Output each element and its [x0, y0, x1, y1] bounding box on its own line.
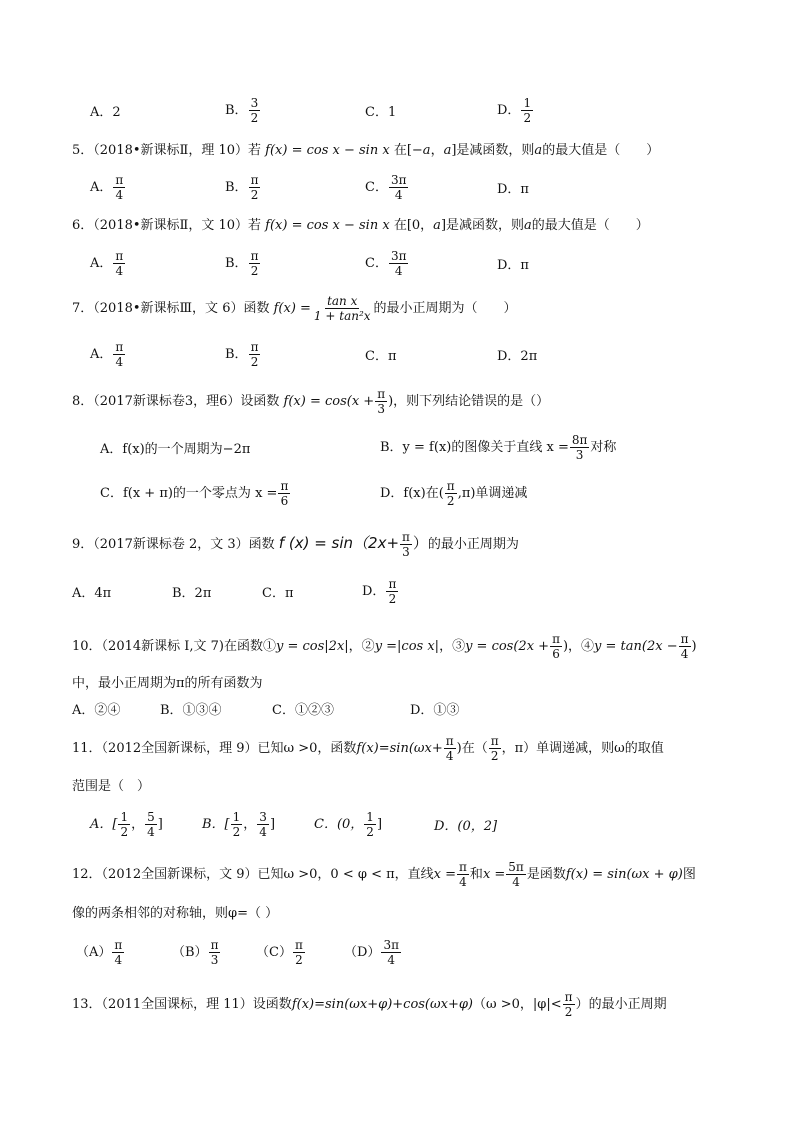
q4-option-b-label: B．: [225, 103, 248, 118]
numerator: 3π: [390, 173, 407, 187]
numerator: 5π: [508, 860, 524, 874]
q8-source: 8．（2017新课标卷3，理6）设函数: [72, 394, 284, 409]
q8-option-d: [380, 479, 527, 508]
q11-option-b: [202, 810, 275, 839]
numerator: 1: [232, 810, 241, 824]
q6-text: 的最大值是（ ）: [531, 218, 649, 233]
fraction: [249, 96, 261, 125]
q9-text: 的最小正周期为: [427, 537, 519, 552]
numerator: π: [445, 734, 454, 748]
q10-function-3: y = cos(2x +: [465, 639, 550, 654]
numerator: π: [115, 340, 124, 354]
q8-option-b: [380, 433, 616, 462]
option-label: （A）: [76, 945, 112, 960]
q7-stem: [72, 294, 517, 323]
q6-stem: [72, 217, 649, 235]
q6-text: ]是减函数，则: [440, 218, 525, 233]
q5-text: 的最大值是（ ）: [542, 143, 660, 158]
q11-option-a: [90, 810, 163, 839]
denominator: 4: [115, 188, 124, 202]
q10-source: 10．（2014新课标 I,文 7)在函数①: [72, 639, 277, 654]
option-label: A．[: [90, 817, 118, 832]
denominator: 2: [250, 355, 259, 369]
fraction: [112, 938, 124, 967]
numerator: 5: [147, 810, 155, 824]
numerator: π: [490, 734, 499, 748]
denominator: 4: [459, 875, 467, 889]
q9-option-c: C．π: [262, 586, 294, 601]
fraction: [278, 479, 290, 508]
q12-line-1: x =: [433, 867, 457, 882]
numerator: π: [115, 173, 124, 187]
fraction: [550, 632, 562, 661]
q5-stem: [72, 142, 659, 160]
denominator: 4: [259, 825, 267, 839]
q10-option-c: C．①②③: [272, 703, 334, 718]
fraction: [145, 810, 157, 839]
q4-option-d: [497, 96, 534, 125]
q5-function: f(x) = cos x − sin x: [265, 143, 390, 158]
q6-var: a: [433, 218, 441, 233]
numerator: π: [250, 340, 259, 354]
q11-stem: [72, 734, 664, 763]
denominator: 4: [394, 264, 403, 278]
numerator: π: [250, 173, 259, 187]
q10-option-b: B．①③④: [160, 703, 222, 718]
denominator: 4: [512, 875, 520, 889]
q5-option-c: [365, 173, 409, 202]
q7-function: f(x) =: [273, 301, 311, 316]
q12-text: 是函数: [526, 867, 566, 882]
denominator: 3: [210, 953, 219, 967]
q5-var: a: [422, 143, 431, 158]
numerator: 3: [250, 96, 259, 110]
q11-text: ，π）单调递减，则ω的取值: [501, 741, 664, 756]
numerator: π: [388, 577, 397, 591]
numerator: π: [446, 479, 455, 493]
option-label: C．: [365, 180, 388, 195]
q13-source: 13．（2011全国课标，理 11）设函数: [72, 997, 292, 1012]
option-text: ，: [131, 817, 145, 832]
denominator: 2: [250, 111, 259, 125]
option-label: C．(0，: [314, 817, 364, 832]
q13-function: f(x)=sin(ωx+φ)+cos(ωx+φ): [291, 997, 474, 1012]
q7-option-a: [90, 340, 126, 369]
q9-option-d: [362, 577, 399, 606]
q6-source: 6．（2018•新课标Ⅱ，文 10）若: [72, 218, 266, 233]
denominator: 4: [115, 355, 124, 369]
q12-stem: [72, 860, 696, 889]
q10-stem-line2: 中，最小正周期为π的所有函数为: [72, 676, 263, 691]
q5-text: ，: [430, 143, 444, 158]
option-label: A．: [90, 347, 113, 362]
q6-option-c: [365, 249, 409, 278]
q10-function-1: y = cos|2x|: [276, 639, 349, 654]
fraction: [113, 249, 125, 278]
q11-text: 在（: [461, 741, 488, 756]
q6-text: 在[0，: [389, 218, 434, 233]
q11-source: 11．（2012全国新课标，理 9）已知ω >0，函数: [72, 741, 357, 756]
option-label: D．: [362, 584, 386, 599]
fraction: [389, 249, 409, 278]
numerator: π: [294, 938, 303, 952]
option-text: ]: [157, 817, 163, 832]
q9-function-rhs: ）: [412, 534, 428, 552]
fraction: [444, 734, 456, 763]
q5-option-a: [90, 173, 126, 202]
option-label: B．[: [202, 817, 230, 832]
option-text: ]: [269, 817, 276, 832]
option-text: ]: [376, 817, 383, 832]
q13-stem: [72, 990, 667, 1019]
q12-option-a: [76, 938, 125, 967]
q9-option-a: A．4π: [72, 586, 112, 601]
q12-option-b: [172, 938, 221, 967]
denominator: 4: [394, 188, 403, 202]
q11-paren: ): [456, 741, 462, 756]
option-label: （B）: [172, 945, 208, 960]
q12-option-c: [256, 938, 306, 967]
option-label: B．: [225, 347, 248, 362]
q5-var: a: [443, 143, 452, 158]
q5-text: 在[−: [389, 143, 423, 158]
q12-stem-line2: 像的两条相邻的对称轴，则φ=（ ）: [72, 906, 279, 921]
numerator: π: [564, 990, 573, 1004]
option-label: C．: [365, 256, 388, 271]
fraction: [364, 810, 376, 839]
q5-source: 5．（2018•新课标Ⅱ，理 10）若: [72, 143, 266, 158]
q8-text: ，则下列结论错误的是（）: [393, 394, 550, 409]
denominator: 2: [250, 188, 259, 202]
fraction: [679, 632, 691, 661]
q9-option-b: B．2π: [172, 586, 212, 601]
numerator: π: [552, 632, 560, 646]
numerator: π: [114, 938, 123, 952]
denominator: 4: [115, 264, 124, 278]
q4-option-d-label: D．: [497, 103, 521, 118]
numerator: π: [459, 860, 467, 874]
denominator: 4: [680, 647, 689, 661]
q10-option-d: D．①③: [410, 703, 460, 718]
q6-function: f(x) = cos x − sin x: [265, 218, 390, 233]
q5-option-d: D．π: [497, 182, 529, 197]
fraction: [506, 860, 526, 889]
q5-var: a: [534, 143, 543, 158]
numerator: tan x: [327, 294, 358, 308]
q11-function: f(x)=sin(ωx+: [356, 741, 443, 756]
denominator: 2: [295, 953, 303, 967]
q5-text: ]是减函数，则: [451, 143, 535, 158]
fraction: [381, 938, 401, 967]
denominator: 4: [147, 825, 155, 839]
q12-line-2: x =: [482, 867, 506, 882]
option-text: D．(0，2]: [434, 819, 498, 834]
numerator: π: [210, 938, 219, 952]
q10-sep: ，③: [439, 639, 466, 654]
q9-function: f (x) = sin（2x+: [278, 534, 400, 552]
denominator: 3: [575, 448, 584, 462]
fraction: [389, 173, 409, 202]
denominator: 3: [402, 545, 410, 559]
fraction: [118, 810, 130, 839]
q10-sep: ，②: [348, 639, 375, 654]
q12-text: 和: [469, 867, 483, 882]
option-label: A．: [90, 180, 113, 195]
q13-text: ）的最小正周期: [575, 997, 667, 1012]
fraction: [257, 810, 269, 839]
numerator: π: [402, 530, 410, 544]
fraction: [489, 734, 501, 763]
q6-option-a: [90, 249, 126, 278]
q9-source: 9．（2017新课标卷 2，文 3）函数: [72, 537, 279, 552]
q11-option-d: [434, 818, 497, 836]
option-label: B．: [225, 180, 248, 195]
q7-text: 的最小正周期为（ ）: [373, 301, 517, 316]
denominator: 4: [114, 953, 123, 967]
numerator: 3: [259, 810, 267, 824]
option-text: ,π)单调递减: [457, 486, 528, 501]
fraction: [209, 938, 221, 967]
fraction: [312, 294, 373, 323]
option-text: C．f(x + π)的一个零点为 x =: [100, 486, 278, 501]
fraction: [386, 577, 398, 606]
q10-option-a: A．②④: [72, 703, 121, 718]
denominator: 2: [388, 592, 397, 606]
q11-option-c: [314, 810, 382, 839]
q7-source: 7．（2018•新课标Ⅲ，文 6）函数: [72, 301, 274, 316]
q8-option-a: A．f(x)的一个周期为−2π: [100, 442, 251, 457]
fraction: [231, 810, 243, 839]
numerator: π: [377, 387, 386, 401]
fraction: [113, 173, 125, 202]
numerator: π: [250, 249, 259, 263]
q8-function-rhs: ): [388, 394, 394, 409]
q10-sep: ，④: [568, 639, 595, 654]
denominator: 2: [490, 749, 499, 763]
q10-paren: ): [691, 639, 697, 654]
q4-option-a: A．2: [90, 105, 121, 120]
q12-option-d: [344, 938, 402, 967]
fraction: [570, 433, 590, 462]
fraction: [293, 938, 305, 967]
q11-stem-line2: 范围是（ ）: [72, 779, 151, 794]
q12-function: f(x) = sin(ωx + φ): [565, 867, 683, 882]
q10-function-4: y = tan(2x −: [594, 639, 678, 654]
q7-option-b: [225, 340, 261, 369]
option-label: A．: [90, 256, 113, 271]
denominator: 4: [387, 953, 396, 967]
fraction: [113, 340, 125, 369]
fraction: [375, 387, 387, 416]
denominator: 2: [120, 825, 129, 839]
q12-text: 图: [682, 867, 696, 882]
q5-option-b: [225, 173, 261, 202]
q6-option-d: D．π: [497, 258, 529, 273]
denominator: 2: [366, 825, 374, 839]
q9-stem: [72, 530, 519, 559]
q7-option-c: C．π: [365, 349, 397, 364]
denominator: 2: [250, 264, 259, 278]
numerator: 1: [523, 96, 532, 110]
denominator: 2: [232, 825, 241, 839]
q8-option-c: [100, 479, 291, 508]
q13-text: （ω >0，|φ|<: [473, 997, 562, 1012]
q6-option-b: [225, 249, 261, 278]
fraction: [249, 340, 261, 369]
option-text: ，: [243, 817, 257, 832]
q8-function: f(x) = cos(x +: [283, 394, 375, 409]
option-label: B．: [225, 256, 248, 271]
q7-option-d: D．2π: [497, 349, 538, 364]
q10-paren: ): [562, 639, 569, 654]
numerator: 1: [366, 810, 374, 824]
q12-source: 12．（2012全国新课标，文 9）已知ω >0，0 < φ < π，直线: [72, 867, 434, 882]
q10-function-2: y =|cos x|: [374, 639, 440, 654]
numerator: π: [115, 249, 124, 263]
fraction: [445, 479, 457, 508]
q8-stem: [72, 387, 549, 416]
option-text: B．y = f(x)的图像关于直线 x =: [380, 440, 569, 455]
fraction: [249, 173, 261, 202]
denominator: 1 + tan²x: [313, 309, 371, 323]
denominator: 3: [377, 402, 385, 416]
fraction: [249, 249, 261, 278]
denominator: 2: [564, 1005, 573, 1019]
denominator: 6: [280, 494, 289, 508]
fraction: [400, 530, 412, 559]
q4-option-b: [225, 96, 261, 125]
fraction: [457, 860, 469, 889]
q10-stem: [72, 632, 697, 661]
q4-option-c: C．1: [365, 105, 397, 120]
option-text: 对称: [590, 440, 617, 455]
option-text: D．f(x)在(: [380, 486, 444, 501]
fraction: [563, 990, 575, 1019]
option-label: （D）: [344, 945, 381, 960]
option-label: （C）: [256, 945, 292, 960]
numerator: 3π: [383, 938, 399, 952]
numerator: π: [280, 479, 289, 493]
fraction: [521, 96, 533, 125]
numerator: 8π: [571, 433, 588, 447]
denominator: 6: [552, 647, 560, 661]
denominator: 4: [445, 749, 454, 763]
q6-var: a: [524, 218, 532, 233]
denominator: 2: [523, 111, 532, 125]
numerator: π: [680, 632, 689, 646]
denominator: 2: [446, 494, 455, 508]
numerator: 1: [120, 810, 129, 824]
numerator: 3π: [390, 249, 407, 263]
